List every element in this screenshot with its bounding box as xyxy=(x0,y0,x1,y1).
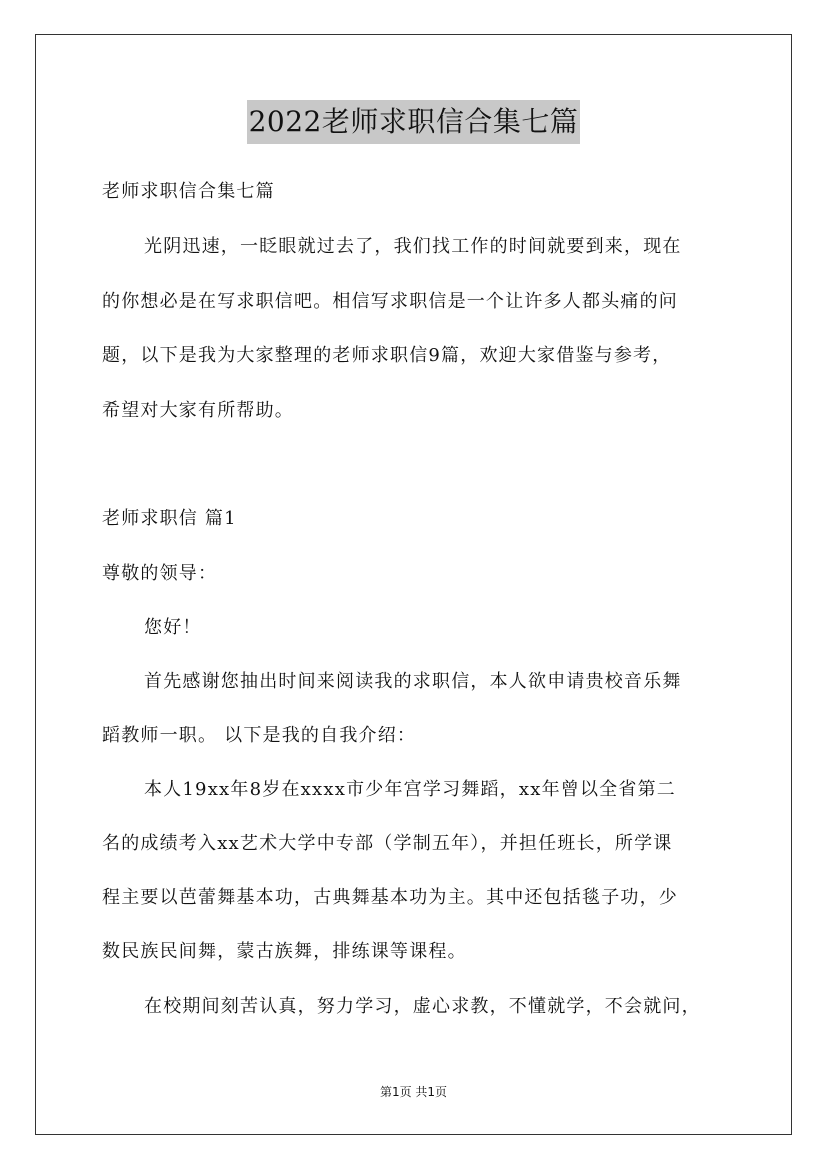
intro-line-3: 题，以下是我为大家整理的老师求职信9篇，欢迎大家借鉴与参考， xyxy=(102,345,672,366)
intro-line-4: 希望对大家有所帮助。 xyxy=(102,400,294,421)
para2-line-4: 数民族民间舞，蒙古族舞，排练课等课程。 xyxy=(102,941,467,962)
para1-line-1: 首先感谢您抽出时间来阅读我的求职信，本人欲申请贵校音乐舞 xyxy=(144,671,682,692)
para3-line-1: 在校期间刻苦认真，努力学习，虚心求教，不懂就学，不会就问， xyxy=(144,996,701,1017)
intro-line-1: 光阴迅速，一眨眼就过去了，我们找工作的时间就要到来，现在 xyxy=(144,236,682,257)
greeting: 您好！ xyxy=(144,617,202,638)
document-title xyxy=(0,100,827,144)
page-footer xyxy=(0,1083,827,1100)
para2-line-1: 本人19xx年8岁在xxxx市少年宫学习舞蹈，xx年曾以全省第二 xyxy=(144,779,676,800)
document-title-text: 2022老师求职信合集七篇 xyxy=(247,100,581,144)
page-number-label: 第1页 共1页 xyxy=(379,1085,448,1099)
para1-line-2: 蹈教师一职。 以下是我的自我介绍： xyxy=(102,725,417,746)
document-subtitle: 老师求职信合集七篇 xyxy=(102,181,275,202)
salutation: 尊敬的领导： xyxy=(102,563,218,584)
intro-line-2: 的你想必是在写求职信吧。相信写求职信是一个让许多人都头痛的问 xyxy=(102,291,678,312)
section-heading: 老师求职信 篇1 xyxy=(102,508,237,529)
para2-line-3: 程主要以芭蕾舞基本功，古典舞基本功为主。其中还包括毯子功，少 xyxy=(102,887,678,908)
para2-line-2: 名的成绩考入xx艺术大学中专部（学制五年），并担任班长，所学课 xyxy=(102,833,673,854)
